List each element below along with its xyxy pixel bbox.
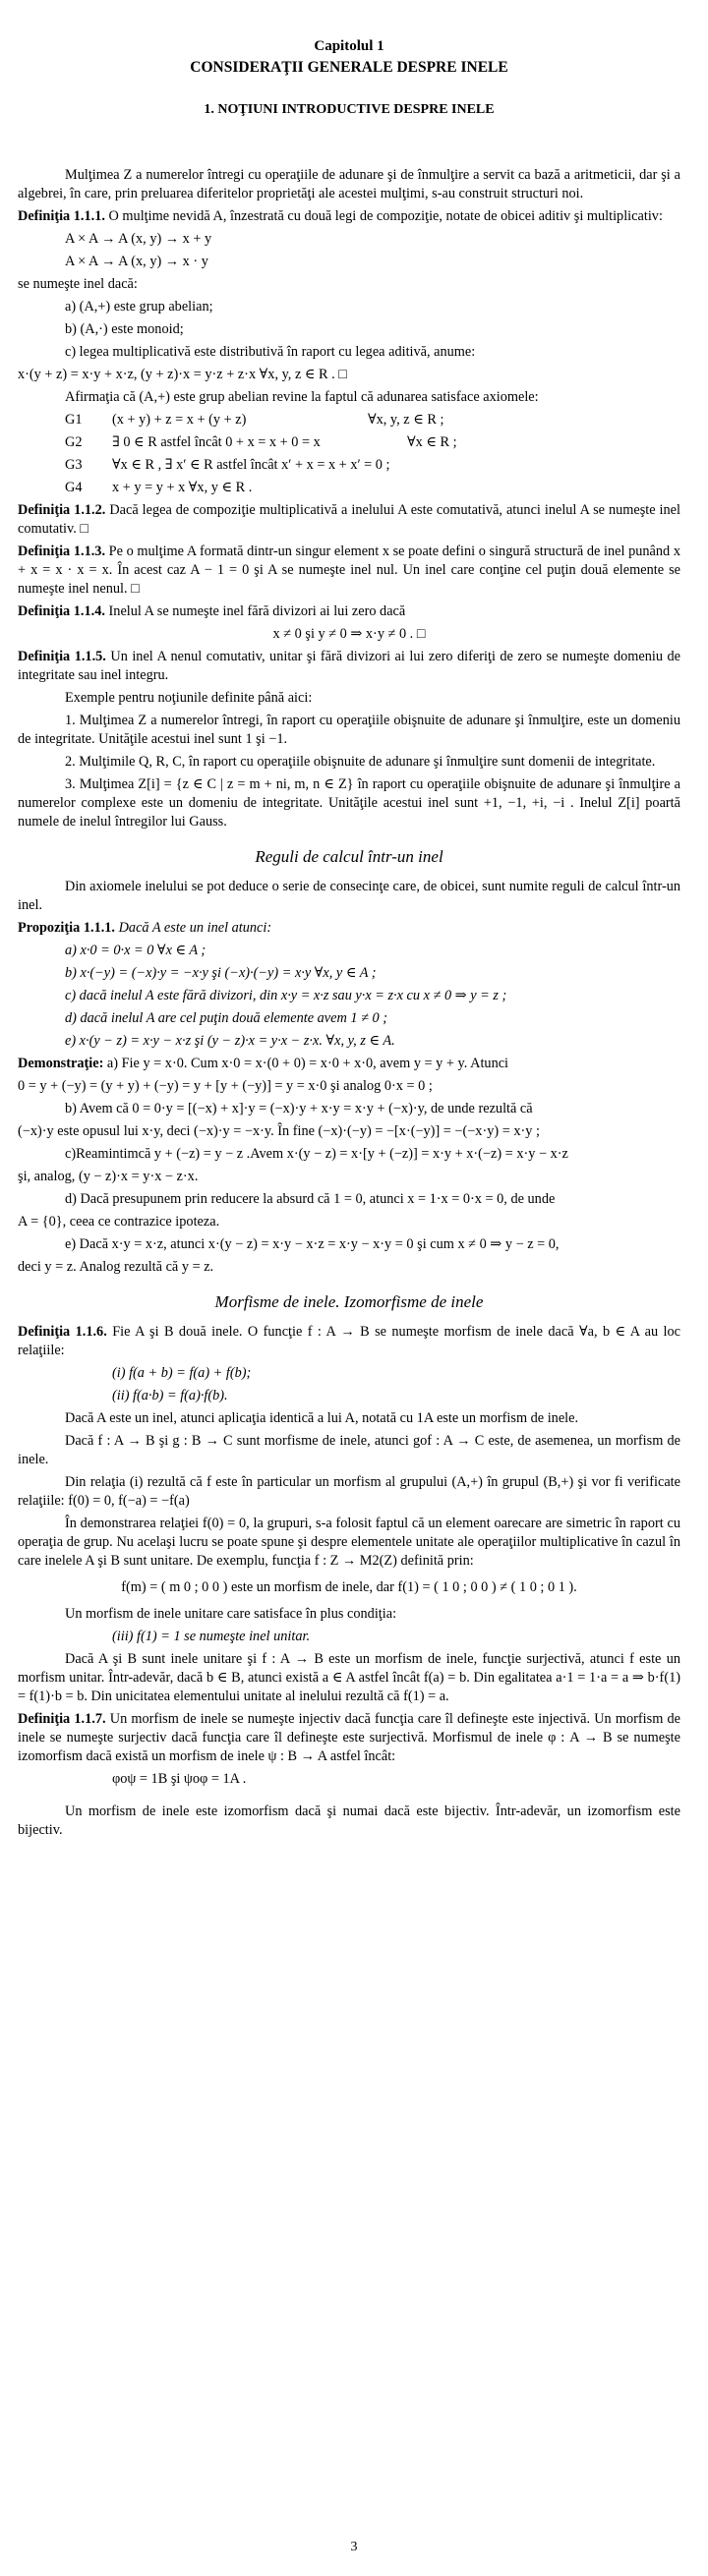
definition-text: O mulţime nevidă A, înzestrată cu două legi de compoziţie, notate de obicei aditiv şi multiplicativ: [108,208,663,224]
rule-c: c) dacă inelul A este fără divizori, din x·y = x·z sau y·x = z·x cu x ≠ 0 ⇒ y = z ; [65,988,507,1003]
relation-ii: (ii) f(a·b) = f(a)·f(b). [112,1388,228,1403]
proof-b-line-2: (−x)·y este opusul lui x·y, deci (−x)·y = −x·y. În fine (−x)·(−y) = −[x·(−y)] = −(−x·y) = x·y ; [18,1123,540,1139]
rule-b: b) x·(−y) = (−x)·y = −x·y şi (−x)·(−y) = x·y ∀x, y ∈ A ; [65,965,377,981]
definition-1-1-5 [18,648,680,685]
unitary-condition-intro: Un morfism de inele unitare care satisface în plus condiţia: [65,1606,397,1622]
definition-text: Fie A şi B două inele. O funcţie f : A → B se numeşte morfism de inele dacă ∀a, b ∈ A au loc relaţiile: [18,1324,681,1358]
proof-a-line-1 [18,1055,680,1073]
axiom-g1 [18,411,680,429]
proof-label: Demonstraţie: [18,1056,104,1071]
group-morphism-paragraph: Din relaţia (i) rezultă că f este în particular un morfism al grupului (A,+) în grupul (B,+) şi vor fi verificate relaţiile: f(0) = 0, f(−a) = −f(a) [18,1474,680,1509]
definition-label: Definiţia 1.1.6. [18,1324,107,1340]
condition-b: b) (A,·) este monoid; [65,321,184,337]
isomorphism-formula: φoψ = 1B şi ψoφ = 1A . [112,1771,247,1787]
axiom-g4 [18,479,680,497]
definition-label: Definiţia 1.1.4. [18,603,105,619]
rule-a: a) x·0 = 0·x = 0 ∀x ∈ A ; [65,943,206,958]
definition-text: Inelul A se numeşte inel fără divizori ai lui zero dacă [108,603,406,619]
proof-d-line-1: d) Dacă presupunem prin reducere la absurd că 1 = 0, atunci x = 1·x = 0·x = 0, de unde [65,1191,556,1207]
unit-element-paragraph: În demonstrarea relaţiei f(0) = 0, la grupuri, s-a folosit faptul că un element oarecare are simetric în raport cu operaţia de grup. Nu acelaşi lucru se poate spune şi despre elementele unitate ale operaţiilor multiplicative în cazul în care inelele A şi B sunt unitare. De exemplu, funcţia f : Z → M2(Z) definită prin: [18,1516,680,1569]
bijective-paragraph: Un morfism de inele este izomorfism dacă şi numai dacă este bijectiv. Într-adevăr, un izomorfism este bijectiv. [18,1803,680,1838]
definition-text: Un morfism de inele se numeşte injectiv dacă funcţia care îl defineşte este injectivă. Un morfism de inele se numeşte surjectiv dacă funcţia care îl defineşte este surjectivă. Morfismul de inele φ : A → B se numeşte izomorfism dacă există un morfism de inele ψ : B → A astfel încât: [18,1711,680,1764]
definition-label: Definiţia 1.1.3. [18,544,106,559]
axiom-name: G4 [65,480,83,495]
proof-b-line-1: b) Avem că 0 = 0·y = [(−x) + x]·y = (−x)·y + x·y = x·y + (−x)·y, de unde rezultă că [65,1101,533,1116]
definition-1-1-3 [18,543,680,599]
definition-label: Definiţia 1.1.5. [18,649,106,664]
relation-iii: (iii) f(1) = 1 se numeşte inel unitar. [112,1629,311,1644]
proof-text: a) Fie y = x·0. Cum x·0 = x·(0 + 0) = x·0 + x·0, avem y = y + y. Atunci [106,1056,509,1071]
rule-e: e) x·(y − z) = x·y − x·z şi (y − z)·x = y·x − z·x. ∀x, y, z ∈ A. [65,1033,395,1049]
no-zero-divisors-formula: x ≠ 0 şi y ≠ 0 ⇒ x·y ≠ 0 . □ [272,626,426,642]
law-additive: A × A → A (x, y) → x + y [65,231,212,247]
relation-i: (i) f(a + b) = f(a) + f(b); [112,1365,252,1381]
axiom-text: x + y = y + x ∀x, y ∈ R . [112,480,253,495]
axiom-g2 [18,433,680,452]
definition-1-1-2 [18,501,680,539]
chapter-label: Capitolul 1 [314,38,384,54]
definition-1-1-6 [18,1323,680,1360]
axiom-g3 [18,456,680,475]
example-3: 3. Mulţimea Z[i] = {z ∈ C | z = m + ni, m, n ∈ Z} în raport cu operaţiile obişnuite de adunare şi înmulţire a numerelor complexe este un domeniu de integritate. Unităţile acestui inel sunt +1, −1, +i, −i . Inelul Z[i] poartă numele de inelul întregilor lui Gauss. [18,776,680,830]
rules-intro: Din axiomele inelului se pot deduce o serie de consecinţe care, de obicei, sunt numite reguli de calcul într-un inel. [18,879,680,913]
rules-heading: Reguli de calcul într-un inel [255,847,443,866]
condition-a: a) (A,+) este grup abelian; [65,299,213,315]
proof-e-line-2: deci y = z. Analog rezultă că y = z. [18,1259,214,1275]
axiom-text: (x + y) + z = x + (y + z) [112,412,247,428]
definition-text: Un inel A nenul comutativ, unitar şi fără divizori ai lui zero diferiţi de zero se numeşte domeniu de integritate sau inel integru. [18,649,681,683]
identity-morphism-paragraph: Dacă A este un inel, atunci aplicaţia identică a lui A, notată cu 1A este un morfism de inele. [65,1410,579,1426]
surjective-unitary-paragraph: Dacă A şi B sunt inele unitare şi f : A → B este un morfism de inele, funcţie surjectivă, atunci f este un morfism unitar. Într-adevăr, dacă b ∈ B, atunci există a ∈ A astfel încât f(a) = b. Din egalitatea a·1 = 1·a = a ⇒ b·f(1) = f(1)·b = b. Din unicitatea elementului unitate al inelului rezultă că f(1) = a. [18,1651,680,1704]
intro-paragraph: Mulţimea Z a numerelor întregi cu operaţiile de adunare şi de înmulţire a servit ca bază a aritmeticii, dar şi a algebrei, în care, prin preluarea diferitelor proprietăţi ale acestei mulţimi, s-au construit structuri noi. [18,167,680,201]
composition-paragraph: Dacă f : A → B şi g : B → C sunt morfisme de inele, atunci gof : A → C este, de asemenea, un morfism de inele. [18,1433,680,1467]
proposition-label: Propoziţia 1.1.1. [18,920,116,936]
examples-intro: Exemple pentru noţiunile definite până aici: [65,690,313,706]
proof-d-line-2: A = {0}, ceea ce contrazice ipoteza. [18,1214,220,1230]
condition-c: c) legea multiplicativă este distributivă în raport cu legea aditivă, anume: [65,344,476,360]
axiom-text: ∃ 0 ∈ R astfel încât 0 + x = x + 0 = x [112,434,321,450]
axiom-text: ∀x ∈ R , ∃ x′ ∈ R astfel încât x′ + x = x + x′ = 0 ; [112,457,390,473]
definition-1-1-4 [18,602,680,621]
proposition-1-1-1 [18,919,680,938]
proof-c-line-2: şi, analog, (y − z)·x = y·x − z·x. [18,1169,199,1184]
definition-text: Pe o mulţime A formată dintr-un singur element x se poate defini o singură structură de inel punând x + x = x · x = x. În acest caz A − 1 = 0 şi A se numeşte inel nul. Un inel care conţine cel puţin două elemente se numeşte inel nenul. □ [18,544,680,597]
axiom-name: G3 [65,457,83,473]
abelian-intro: Afirmaţia că (A,+) este grup abelian revine la faptul că adunarea satisface axiomele: [65,389,539,405]
axiom-quantifier: ∀x ∈ R ; [407,434,457,450]
axiom-quantifier: ∀x, y, z ∈ R ; [368,412,444,428]
ring-called: se numeşte inel dacă: [18,276,138,292]
definition-label: Definiţia 1.1.1. [18,208,105,224]
axiom-name: G2 [65,434,83,450]
section-title: 1. NOŢIUNI INTRODUCTIVE DESPRE INELE [204,102,495,117]
proposition-text: Dacă A este un inel atunci: [118,920,272,936]
law-multiplicative: A × A → A (x, y) → x · y [65,254,208,269]
proof-a-line-2: 0 = y + (−y) = (y + y) + (−y) = y + [y + (−y)] = y = x·0 şi analog 0·x = 0 ; [18,1078,433,1094]
proof-e-line-1: e) Dacă x·y = x·z, atunci x·(y − z) = x·y − x·z = x·y − x·y = 0 şi cum x ≠ 0 ⇒ y − z = 0, [65,1236,560,1252]
morphisms-heading: Morfisme de inele. Izomorfisme de inele [214,1292,484,1311]
page-number: 3 [350,2540,358,2554]
example-1: 1. Mulţimea Z a numerelor întregi, în raport cu operaţiile obişnuite de adunare şi înmulţire, este un domeniu de integritate. Unităţile acestui inel sunt 1 şi −1. [18,713,680,747]
definition-label: Definiţia 1.1.7. [18,1711,106,1727]
definition-1-1-7 [18,1710,680,1766]
distributivity-formula: x·(y + z) = x·y + x·z, (y + z)·x = y·z + z·x ∀x, y, z ∈ R . □ [18,367,347,382]
definition-label: Definiţia 1.1.2. [18,502,106,518]
proof-c-line-1: c)Reamintimcă y + (−z) = y − z .Avem x·(y − z) = x·[y + (−z)] = x·y + x·(−z) = x·y − x·z [65,1146,568,1162]
rule-d: d) dacă inelul A are cel puţin două elemente avem 1 ≠ 0 ; [65,1010,387,1026]
chapter-title: CONSIDERAŢII GENERALE DESPRE INELE [190,59,508,76]
axiom-name: G1 [65,412,83,428]
matrix-example: f(m) = ( m 0 ; 0 0 ) este un morfism de inele, dar f(1) = ( 1 0 ; 0 0 ) ≠ ( 1 0 ; 0 1 ). [121,1579,577,1595]
definition-text: Dacă legea de compoziţie multiplicativă a inelului A este comutativă, atunci inelul A se numeşte inel comutativ. □ [18,502,680,537]
example-2: 2. Mulţimile Q, R, C, în raport cu operaţiile obişnuite de adunare şi înmulţire sunt domenii de integritate. [65,754,656,770]
definition-1-1-1 [18,207,680,226]
